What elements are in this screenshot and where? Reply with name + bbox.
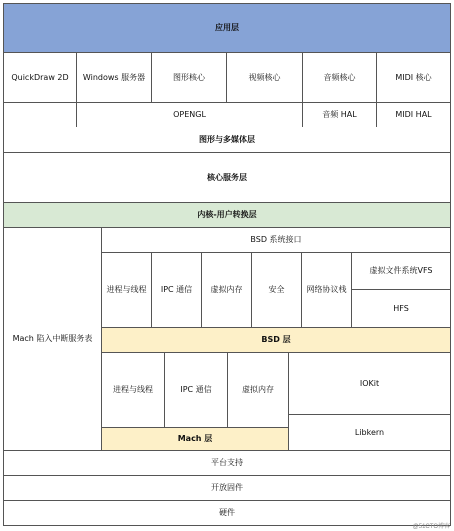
bsd-vfs: 虚拟文件系统VFS bbox=[351, 252, 451, 290]
bsd-process-thread: 进程与线程 bbox=[101, 252, 152, 328]
platform-support: 平台支持 bbox=[3, 450, 451, 476]
kernel-user-transition-layer: 内核-用户转换层 bbox=[3, 202, 451, 228]
quickdraw-2d: QuickDraw 2D bbox=[3, 52, 77, 103]
iokit: IOKit bbox=[288, 352, 451, 415]
bsd-security: 安全 bbox=[251, 252, 302, 328]
opengl: OPENGL bbox=[76, 102, 303, 128]
graphics-core: 图形核心 bbox=[151, 52, 227, 103]
graphics-media-layer-title: 图形与多媒体层 bbox=[3, 127, 451, 153]
core-services-layer: 核心服务层 bbox=[3, 152, 451, 203]
audio-core: 音频核心 bbox=[302, 52, 377, 103]
bsd-syscall-interface: BSD 系统接口 bbox=[101, 227, 451, 253]
bsd-ipc: IPC 通信 bbox=[151, 252, 202, 328]
bsd-layer-title: BSD 层 bbox=[101, 327, 451, 353]
mach-process-thread: 进程与线程 bbox=[101, 352, 165, 428]
libkern: Libkern bbox=[288, 414, 451, 451]
mach-trap-table: Mach 陷入中断服务表 bbox=[3, 227, 102, 451]
video-core: 视频核心 bbox=[226, 52, 303, 103]
watermark: @51CTO博客 bbox=[412, 524, 450, 530]
open-firmware: 开放固件 bbox=[3, 475, 451, 501]
mach-layer-title: Mach 层 bbox=[101, 427, 289, 451]
hardware: 硬件 bbox=[3, 500, 451, 526]
bsd-hfs: HFS bbox=[351, 289, 451, 328]
quickdraw-extension bbox=[3, 102, 77, 128]
bsd-network-stack: 网络协议栈 bbox=[301, 252, 352, 328]
app-layer: 应用层 bbox=[3, 3, 451, 53]
midi-core: MIDI 核心 bbox=[376, 52, 451, 103]
audio-hal: 音频 HAL bbox=[302, 102, 377, 128]
mach-virtual-memory: 虚拟内存 bbox=[227, 352, 289, 428]
bsd-virtual-memory: 虚拟内存 bbox=[201, 252, 252, 328]
mach-ipc: IPC 通信 bbox=[164, 352, 228, 428]
midi-hal: MIDI HAL bbox=[376, 102, 451, 128]
windows-server: Windows 服务器 bbox=[76, 52, 152, 103]
